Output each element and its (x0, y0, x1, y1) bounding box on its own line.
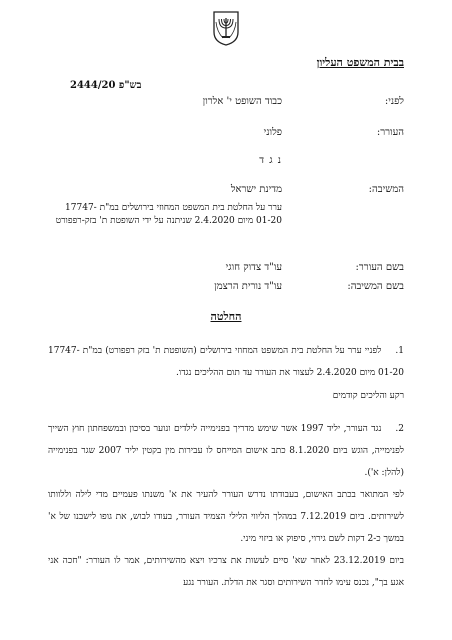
paragraph-1 (48, 340, 404, 384)
paragraph-4-text: ביום 23.12.2019 לאחר שא' סיים לעשות את צרכיו ויצא מהשירותים, אמר לו העורר: "חכה אני אגע בך", נכנס עימו לחדר השירותים וסגר את הדלת. העורר נגע (48, 556, 404, 588)
appellant-label: העורר: (376, 127, 404, 138)
appellant-counsel-label: בשם העורר: (355, 262, 404, 273)
appellant-name: פלוני (263, 127, 282, 138)
paragraph-2-number: 2. (395, 424, 404, 434)
appeal-description: ערר על החלטת בית המשפט המחוזי בירושלים במ"ת 17747-01-20 מיום 2.4.2020 שניתנה על ידי השופטת ת' בזק-רפפורט (55, 203, 282, 226)
appellant-counsel-name: עו"ד צדוק חוגי (225, 262, 282, 273)
court-name: בבית המשפט העליון (316, 56, 404, 69)
paragraph-1-number: 1. (395, 346, 404, 356)
paragraph-4 (48, 550, 404, 594)
respondent-label: המשיבה: (368, 184, 404, 195)
decision-title: החלטה (210, 310, 242, 323)
paragraph-1-text: לפניי ערר על החלטת בית המשפט המחוזי בירושלים (השופטת ת' בזק רפפורט) במ"ת 17747-01-20 מיום 2.4.2020 לעצור את העורר עד תום ההליכים נגדו. (48, 346, 404, 378)
judge-name: כבוד השופט י' אלרון (202, 96, 282, 107)
paragraph-3 (48, 484, 404, 550)
respondent-counsel-name: עו"ד נורית הרצמן (214, 281, 282, 292)
paragraph-2 (48, 418, 404, 484)
respondent-name: מדינת ישראל (230, 184, 282, 195)
background-heading: רקע והליכים קודמים (332, 391, 404, 401)
paragraph-3-text: לפי המתואר בכתב האישום, בעבודתו נדרש העורר להעיר את א' משנתו פעמיים מדי לילה וללוותו לשירותים. ביום 7.12.2019 במהלך הליווי הלילי הצמיד העורר, בעודו לבוש, את גופו לישבנו של א' במשך כ-2 דקות לשם גירוי, סיפוק או ביזוי מיני. (48, 490, 404, 544)
state-emblem-icon (211, 10, 241, 46)
before-label: לפני: (384, 96, 404, 107)
respondent-counsel-label: בשם המשיבה: (347, 281, 404, 292)
case-number: בש"פ 2444/20 (70, 80, 142, 91)
paragraph-2-text: נגד העורר, יליד 1997 אשר שימש מדריך בפנימייה לילדים ונוער בסיכון ובמשפחתון חוץ השייך לפנימייה, הוגש ביום 8.1.2020 כתב אישום המייחס לו עבירות מין בקטין יליד 2007 שגר בפנימייה (להלן: א'). (48, 424, 405, 478)
versus-text: נ ג ד (259, 155, 282, 166)
